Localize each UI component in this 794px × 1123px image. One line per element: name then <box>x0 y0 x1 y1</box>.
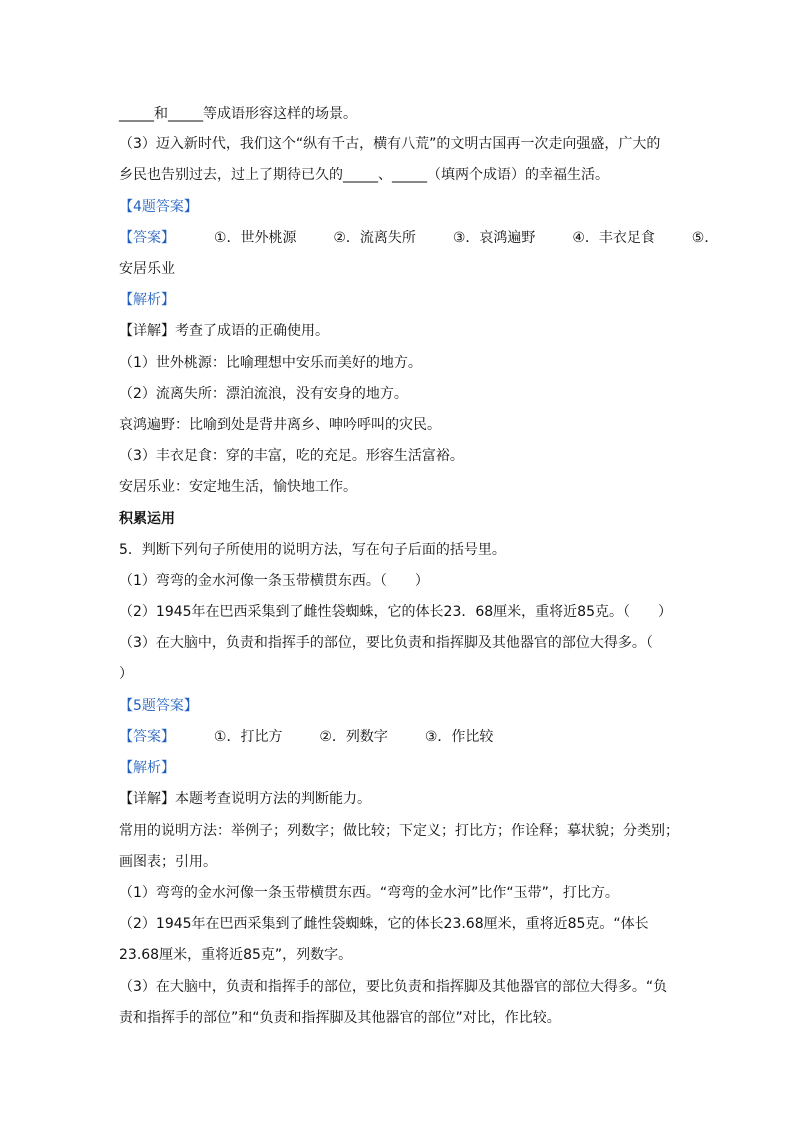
answer-item: ③．哀鸿遍野 <box>452 230 536 246</box>
answer-label: 【答案】 <box>119 729 175 745</box>
section-heading: 积累运用 <box>119 511 175 527</box>
text-line: （1）世外桃源：比喻理想中安乐而美好的地方。 <box>119 355 422 371</box>
text-line: 安居乐业 <box>119 261 175 277</box>
text-line: 23.68厘米，重将近85克”，列数字。 <box>119 947 353 963</box>
answer-item: ①．打比方 <box>213 729 283 745</box>
analysis-heading: 【解析】 <box>119 292 175 308</box>
question-text: 5．判断下列句子所使用的说明方法，写在句子后面的括号里。 <box>119 542 506 558</box>
text-line: （2）1945年在巴西采集到了雌性袋蜘蛛，它的体长23.68厘米，重将近85克。“体长 <box>119 916 649 932</box>
question-text: （1）弯弯的金水河像一条玉带横贯东西。（ ） <box>119 573 429 589</box>
text-line: （3）迈入新时代，我们这个“纵有千古，横有八荒”的文明古国再一次走向强盛，广大的 <box>119 136 661 152</box>
answer-row <box>119 228 719 248</box>
text-line: （2）流离失所：漂泊流浪，没有安身的地方。 <box>119 386 408 402</box>
question-text: （3）在大脑中，负责和指挥手的部位，要比负责和指挥脚及其他器官的部位大得多。（ <box>119 635 653 651</box>
answer-item: ①．世外桃源 <box>213 230 297 246</box>
question-text: ） <box>119 666 133 682</box>
text-line: 哀鸿遍野：比喻到处是背井离乡、呻吟呼叫的灾民。 <box>119 417 441 433</box>
answer-item: ③．作比较 <box>424 729 494 745</box>
answer-section-heading: 【5题答案】 <box>119 698 198 714</box>
text-line: 责和指挥手的部位”和“负责和指挥脚及其他器官的部位”对比，作比较。 <box>119 1010 561 1026</box>
text-line: 安居乐业：安定地生活，愉快地工作。 <box>119 479 357 495</box>
answer-item: ④．丰衣足食 <box>572 230 655 246</box>
text-line: 【详解】考查了成语的正确使用。 <box>119 323 329 339</box>
answer-item: ②．列数字 <box>319 729 388 745</box>
text-line: 常用的说明方法：举例子；列数字；做比较；下定义；打比方；作诠释；摹状貌；分类别； <box>119 823 679 839</box>
text-line: （1）弯弯的金水河像一条玉带横贯东西。“弯弯的金水河”比作“玉带”，打比方。 <box>119 885 619 901</box>
text-line: （3）丰衣足食：穿的丰富，吃的充足。形容生活富裕。 <box>119 448 464 464</box>
analysis-heading: 【解析】 <box>119 760 175 776</box>
answer-label: 【答案】 <box>119 230 175 246</box>
text-line: _____和_____等成语形容这样的场景。 <box>119 106 357 122</box>
answer-row <box>119 727 679 747</box>
answer-item: ②．流离失所 <box>333 230 416 246</box>
text-line: 画图表；引用。 <box>119 854 217 870</box>
answer-section-heading: 【4题答案】 <box>119 199 198 215</box>
answer-item: ⑤． <box>691 230 719 246</box>
question-text: （2）1945年在巴西采集到了雌性袋蜘蛛，它的体长23．68厘米，重将近85克。（ ） <box>119 604 672 620</box>
text-line: 【详解】本题考查说明方法的判断能力。 <box>119 791 371 807</box>
text-line: （3）在大脑中，负责和指挥手的部位，要比负责和指挥脚及其他器官的部位大得多。“负 <box>119 979 668 995</box>
text-line: 乡民也告别过去，过上了期待已久的_____、_____（填两个成语）的幸福生活。 <box>119 167 609 183</box>
